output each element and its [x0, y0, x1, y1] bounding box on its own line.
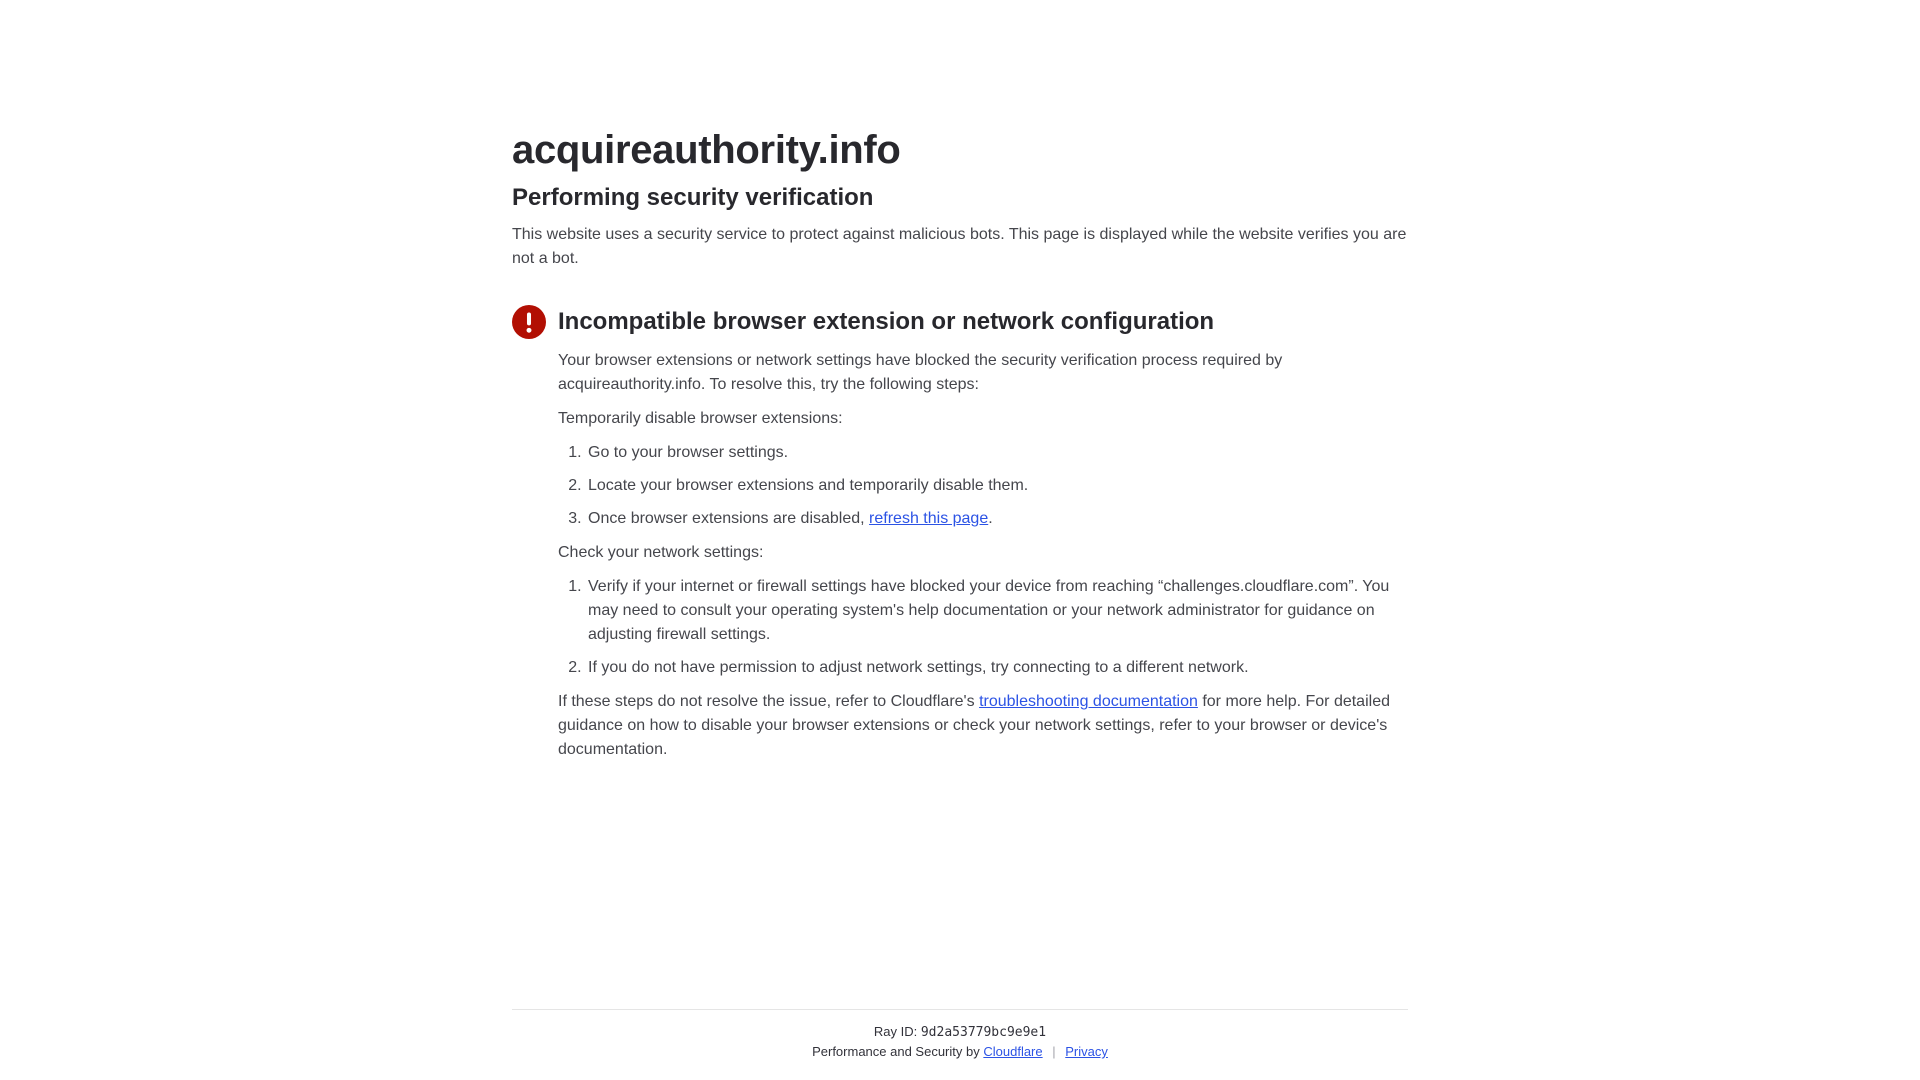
performance-text: Performance and Security by [812, 1044, 980, 1059]
cloudflare-link[interactable]: Cloudflare [983, 1044, 1043, 1059]
extensions-heading: Temporarily disable browser extensions: [558, 410, 843, 427]
network-steps-list [558, 575, 1408, 680]
list-item: 1. Go to your browser settings. [586, 441, 1408, 465]
closing-prefix: If these steps do not resolve the issue, refer to Cloudflare's [558, 693, 980, 710]
section-body [558, 349, 1408, 762]
performance-row [512, 1044, 1408, 1059]
ray-id-value: 9d2a53779bc9e9e1 [920, 1025, 1047, 1040]
list-item: 2. Locate your browser extensions and temporarily disable them. [586, 474, 1408, 498]
list-item: 2. If you do not have permission to adjust network settings, try connecting to a different network. [586, 656, 1408, 680]
network-heading: Check your network settings: [558, 544, 764, 561]
footer [0, 1009, 1920, 1080]
step-text: Once browser extensions are disabled, [588, 510, 870, 527]
extensions-steps-list [558, 441, 1408, 531]
ray-id-label: Ray ID: [873, 1024, 918, 1039]
list-item: 1. Verify if your internet or firewall settings have blocked your device from reaching “challenges.cloudflare.com”. You may need to consult your operating system's help documentation or your network administrator for guidance on adjusting firewall settings. [586, 575, 1408, 647]
step-text: . [988, 510, 993, 527]
footer-divider [512, 1009, 1408, 1080]
error-section [512, 305, 1408, 762]
section-intro: Your browser extensions or network settings have blocked the security verification process required by acquireauthority.info. To resolve this, try the following steps: [558, 352, 1283, 393]
refresh-page-link[interactable]: refresh this page [869, 510, 989, 527]
closing-text [558, 690, 1408, 762]
intro-text: This website uses a security service to protect against malicious bots. This page is displayed while the website verifies you are not a bot. [512, 226, 1407, 267]
error-alert-icon [512, 305, 546, 339]
page-subtitle: Performing security verification [512, 184, 874, 211]
section-title: Incompatible browser extension or network configuration [558, 308, 1215, 335]
separator: | [1052, 1044, 1056, 1059]
ray-id-row [512, 1024, 1408, 1040]
closing-suffix: for more help. For detailed guidance on how to disable your browser extensions or check your network settings, refer to your browser or device's documentation. [558, 693, 1390, 758]
troubleshooting-link[interactable]: troubleshooting documentation [979, 693, 1198, 710]
list-item [586, 507, 1408, 531]
privacy-link[interactable]: Privacy [1065, 1044, 1108, 1059]
page-title: acquireauthority.info [512, 128, 901, 172]
